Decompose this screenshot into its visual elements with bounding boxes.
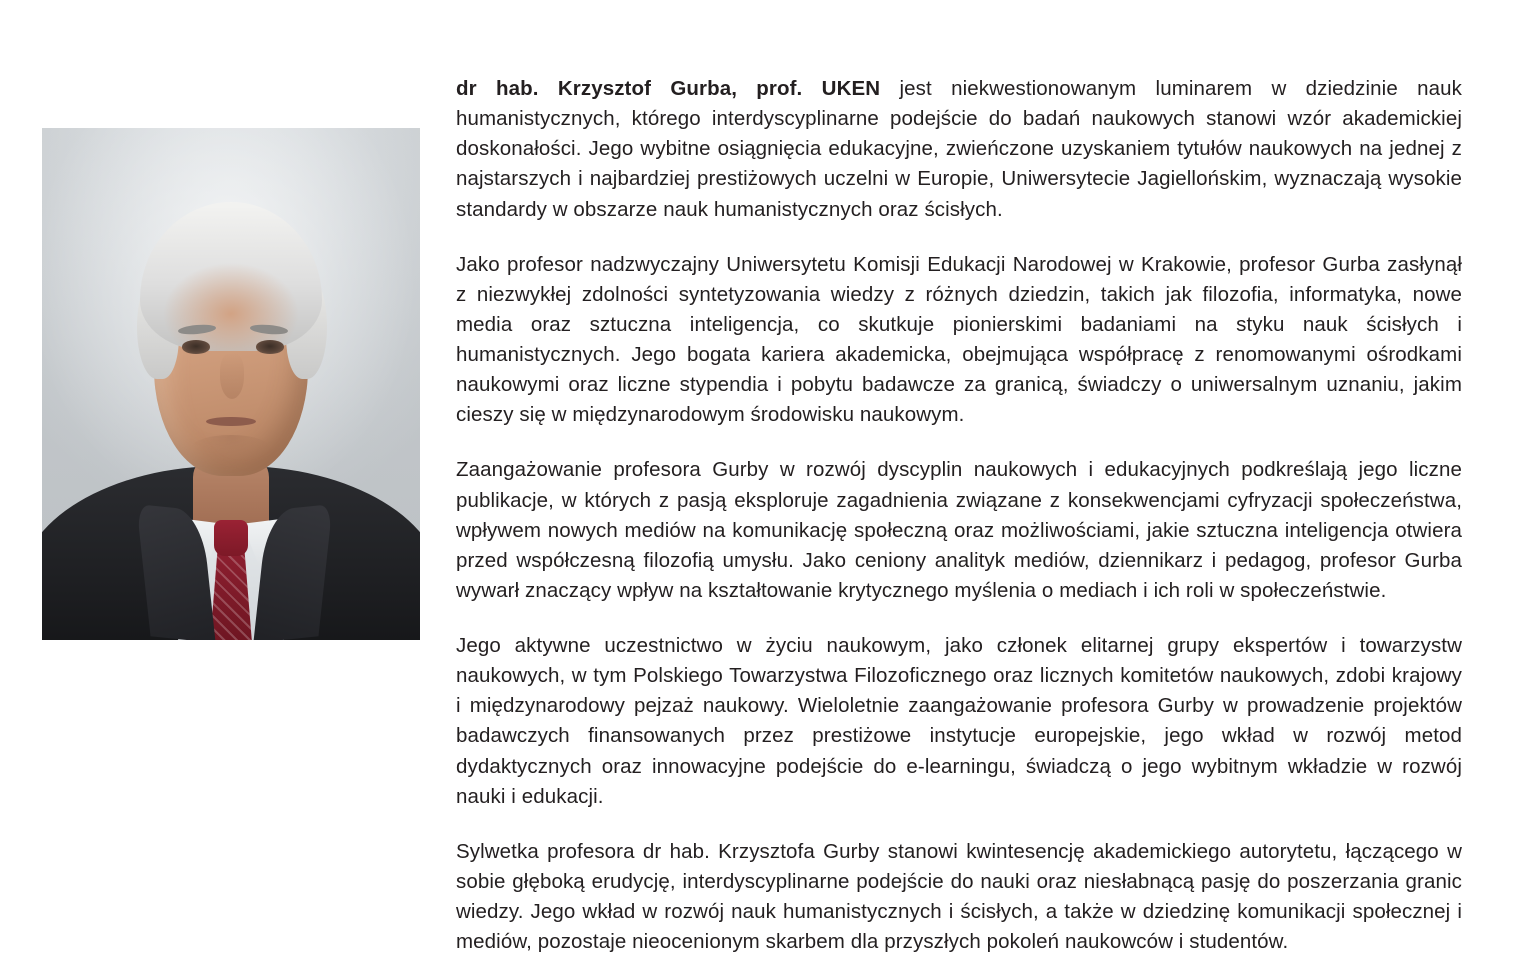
paragraph-5: Sylwetka profesora dr hab. Krzysztofa Gurby stanowi kwintesencję akademickiego autorytetu, łączącego w sobie głęboką erudycję, interdyscyplinarne podejście do nauki oraz niesłabnącą pasję do poszerzania granic wiedzy. Jego wkład w rozwój nauk humanistycznych i ścisłych, a także w dziedzinę komunikacji społecznej i mediów, pozostaje nieocenionym skarbem dla przyszłych pokoleń naukowców i studentów. [456,839,1462,954]
eye-right [256,340,284,353]
paragraph-3: Zaangażowanie profesora Gurby w rozwój dyscyplin naukowych i edukacyjnych podkreślają jego liczne publikacje, w których z pasją eksploruje zagadnienia związane z konsekwencjami cyfryzacji społeczeństwa, wpływem nowych mediów na komunikację społeczną oraz możliwościami, jakie sztuczna inteligencja otwiera przed współczesną filozofią umysłu. Jako ceniony analityk mediów, dziennikarz i pedagog, profesor Gurba wywarł znaczący wpływ na kształtowanie krytycznego myślenia o mediach i ich roli w społeczeństwie. [456,458,1462,602]
portrait-image [42,128,420,640]
chin [189,435,272,466]
eye-left [182,340,210,353]
biography-text [456,74,1462,957]
paragraph-1-text: jest niekwestionowanym luminarem w dziedzinie nauk humanistycznych, którego interdyscyplinarne podejście do badań naukowych stanowi wzór akademickiej doskonałości. Jego wybitne osiągnięcia edukacyjne, zwieńczone uzyskaniem tytułów naukowych na jednej z najstarszych i najbardziej prestiżowych uczelni w Europie, Uniwersytecie Jagiellońskim, wyznaczają wysokie standardy w obszarze nauk humanistycznych oraz ścisłych. [456,77,1462,221]
paragraph-4: Jego aktywne uczestnictwo w życiu naukowym, jako członek elitarnej grupy ekspertów i towarzystw naukowych, w tym Polskiego Towarzystwa Filozoficznego oraz licznych komitetów naukowych, zdobi krajowy i międzynarodowy pejzaż naukowy. Wieloletnie zaangażowanie profesora Gurby w prowadzenie projektów badawczych finansowanych przez prestiżowe instytucje europejskie, jego wkład w rozwój metod dydaktycznych oraz innowacyjne podejście do e-learningu, świadczą o jego wybitnym wkładzie w rozwój nauki i edukacji. [456,634,1462,808]
subject-name: dr hab. Krzysztof Gurba, prof. UKEN [456,77,881,100]
necktie-knot [214,520,248,556]
portrait-photo [42,128,420,640]
paragraph-1 [456,74,1462,225]
paragraph-2: Jako profesor nadzwyczajny Uniwersytetu Komisji Edukacji Narodowej w Krakowie, profesor Gurba zasłynął z niezwykłej zdolności syntetyzowania wiedzy z różnych dziedzin, takich jak filozofia, informatyka, nowe media oraz sztuczna inteligencja, co skutkuje pionierskimi badaniami na styku nauk ścisłych i humanistycznych. Jego bogata kariera akademicka, obejmująca współpracę z renomowanymi ośrodkami naukowymi oraz liczne stypendia i pobytu badawcze za granicą, świadczy o uniwersalnym uznaniu, jakim cieszy się w międzynarodowym środowisku naukowym. [456,252,1462,427]
